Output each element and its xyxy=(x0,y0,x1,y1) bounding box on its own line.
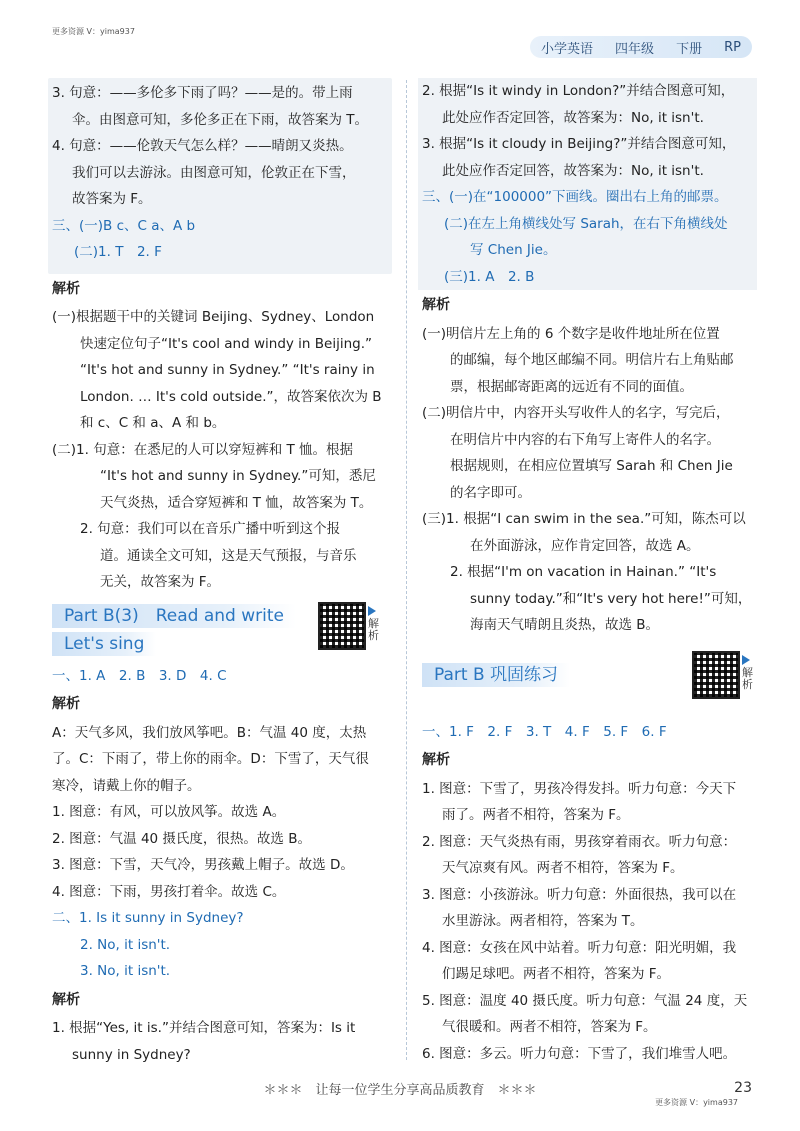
right-answer-box xyxy=(418,78,757,290)
text-line: “It's hot and sunny in Sydney.”可知，悉尼 xyxy=(100,468,376,484)
text-line: “It's hot and sunny in Sydney.” “It's rainy in xyxy=(80,362,375,378)
text-line: (二)明信片中，内容开头写收件人的名字，写完后， xyxy=(422,405,730,421)
header-edition: RP xyxy=(724,39,741,55)
answer-line: 一、1. F 2. F 3. T 4. F 5. F 6. F xyxy=(422,723,667,740)
text-line: 1. 根据“Yes, it is.”并结合图意可知，答案为：Is it xyxy=(52,1020,356,1036)
text-line: 雨了。两者不相符，答案为 F。 xyxy=(442,807,630,823)
answer-line: (二)1. T 2. F xyxy=(74,244,162,260)
text-line: 寒冷，请戴上你的帽子。 xyxy=(52,777,201,794)
text-line: 4. 句意：——伦敦天气怎么样？——晴朗又炎热。 xyxy=(52,138,353,154)
text-line: sunny today.”和“It's very hot here!”可知， xyxy=(470,590,752,607)
header-volume: 下册 xyxy=(676,41,703,57)
text-line: 的邮编，每个地区邮编不同。明信片右上角贴邮 xyxy=(450,352,734,368)
text-line: (三)1. 根据“I can swim in the sea.”可知，陈杰可以 xyxy=(422,511,746,527)
text-line: 了。C：下雨了，带上你的雨伞。D：下雪了，天气很 xyxy=(52,751,369,767)
text-line: A：天气多风，我们放风筝吧。B：气温 40 度，太热 xyxy=(52,724,367,741)
text-line: 3. 图意：下雪，天气冷，男孩戴上帽子。故选 D。 xyxy=(52,857,354,873)
text-line: 天气炎热，适合穿短裤和 T 恤，故答案为 T。 xyxy=(100,494,373,511)
text-line: 故答案为 F。 xyxy=(72,191,152,207)
text-line: London. … It's cold outside.”，故答案依次为 B xyxy=(80,388,382,405)
page-number: 23 xyxy=(734,1080,752,1096)
qr-label: 解析 xyxy=(742,665,753,691)
text-line: 3. 图意：小孩游泳。听力句意：外面很热，我可以在 xyxy=(422,886,737,903)
text-line: 伞。由图意可知，多伦多正在下雨，故答案为 T。 xyxy=(72,111,369,128)
text-line: (一)根据题干中的关键词 Beijing、Sydney、London xyxy=(52,309,375,325)
text-line: 6. 图意：多云。听力句意：下雪了，我们堆雪人吧。 xyxy=(422,1045,737,1062)
text-line: 道。通读全文可知，这是天气预报，与音乐 xyxy=(100,547,357,564)
text-line: 气很暖和。两者不相符，答案为 F。 xyxy=(442,1019,657,1035)
answer-line: 三、(一)在“100000”下画线。圈出右上角的邮票。 xyxy=(422,189,728,205)
text-line: 海南天气晴朗且炎热，故选 B。 xyxy=(470,617,660,633)
text-line: 3. 根据“Is it cloudy in Beijing?”并结合图意可知， xyxy=(422,136,736,152)
text-line: (一)明信片左上角的 6 个数字是收件地址所在位置 xyxy=(422,325,720,342)
text-line: 2. 根据“Is it windy in London?”并结合图意可知， xyxy=(422,83,735,99)
qr-code-icon[interactable] xyxy=(692,651,740,699)
text-line: 此处应作否定回答，故答案为：No, it isn't. xyxy=(442,109,704,126)
header-grade: 四年级 xyxy=(615,41,655,57)
answer-line: 写 Chen Jie。 xyxy=(470,242,557,258)
banner-title: Part B(3) Read and write xyxy=(52,604,296,628)
play-icon[interactable] xyxy=(368,606,376,616)
analysis-heading: 解析 xyxy=(52,696,80,712)
top-note: 更多资源 V：yima937 xyxy=(52,27,135,36)
text-line: (二)1. 句意：在悉尼的人可以穿短裤和 T 恤。根据 xyxy=(52,441,354,458)
text-line: 和 c、C 和 a、A 和 b。 xyxy=(80,415,226,431)
analysis-heading: 解析 xyxy=(422,752,450,768)
answer-line: 三、(一)B c、C a、A b xyxy=(52,217,196,234)
text-line: 4. 图意：女孩在风中站着。听力句意：阳光明媚，我 xyxy=(422,939,737,956)
qr-label: 解析 xyxy=(368,616,379,642)
text-line: 的名字即可。 xyxy=(450,484,531,501)
text-line: 此处应作否定回答，故答案为：No, it isn't. xyxy=(442,162,704,179)
right-column xyxy=(422,78,757,1067)
answer-line: 一、1. A 2. B 3. D 4. C xyxy=(52,667,227,684)
text-line: 在外面游泳，应作肯定回答，故选 A。 xyxy=(470,537,700,554)
column-divider xyxy=(406,80,407,1060)
section-banner-part-b-review xyxy=(422,653,757,715)
analysis-heading: 解析 xyxy=(422,297,450,313)
left-column xyxy=(52,78,392,1068)
answer-line: 二、1. Is it sunny in Sydney? xyxy=(52,910,244,926)
answer-line: (二)在左上角横线处写 Sarah，在右下角横线处 xyxy=(444,215,728,232)
left-answer-box xyxy=(48,78,392,274)
text-line: 根据规则，在相应位置填写 Sarah 和 Chen Jie xyxy=(450,458,733,474)
answer-line: 2. No, it isn't. xyxy=(80,936,171,953)
play-icon[interactable] xyxy=(742,655,750,665)
analysis-heading: 解析 xyxy=(52,991,80,1008)
text-line: 1. 图意：有风，可以放风筝。故选 A。 xyxy=(52,804,286,820)
text-line: 快速定位句子“It's cool and windy in Beijing.” xyxy=(80,335,373,352)
header-subject: 小学英语 xyxy=(541,41,594,57)
text-line: 1. 图意：下雪了，男孩冷得发抖。听力句意：今天下 xyxy=(422,780,737,797)
text-line: 4. 图意：下雨，男孩打着伞。故选 C。 xyxy=(52,883,286,900)
text-line: 在明信片中内容的右下角写上寄件人的名字。 xyxy=(450,431,720,448)
text-line: 2. 根据“I'm on vacation in Hainan.” “It's xyxy=(450,564,717,580)
text-line: 2. 图意：气温 40 摄氏度，很热。故选 B。 xyxy=(52,830,311,847)
answer-line: (三)1. A 2. B xyxy=(444,268,535,285)
section-banner-part-b3 xyxy=(52,602,392,659)
text-line: 无关，故答案为 F。 xyxy=(100,574,221,590)
banner-title: Part B 巩固练习 xyxy=(422,663,570,687)
text-line: 2. 句意：我们可以在音乐广播中听到这个报 xyxy=(80,521,341,537)
banner-subtitle: Let's sing xyxy=(52,632,156,656)
text-line: 水里游泳。两者相符，答案为 T。 xyxy=(442,913,644,929)
text-line: 我们可以去游泳。由图意可知，伦敦正在下雪， xyxy=(72,164,356,181)
bottom-note: 更多资源 V：yima937 xyxy=(655,1098,738,1107)
footer-slogan: ＊＊＊ 让每一位学生分享高品质教育 ＊＊＊ xyxy=(263,1083,537,1098)
text-line: 天气凉爽有风。两者不相符，答案为 F。 xyxy=(442,860,684,876)
text-line: 5. 图意：温度 40 摄氏度。听力句意：气温 24 度，天 xyxy=(422,992,748,1009)
text-line: 3. 句意：——多伦多下雨了吗？——是的。带上雨 xyxy=(52,85,353,101)
text-line: 票，根据邮寄距离的远近有不同的面值。 xyxy=(450,378,693,395)
answer-line: 3. No, it isn't. xyxy=(80,963,171,979)
text-line: 2. 图意：天气炎热有雨，男孩穿着雨衣。听力句意： xyxy=(422,833,737,850)
qr-code-icon[interactable] xyxy=(318,602,366,650)
header-band xyxy=(530,36,752,58)
text-line: 们踢足球吧。两者不相符，答案为 F。 xyxy=(442,966,671,982)
analysis-heading: 解析 xyxy=(52,280,80,297)
text-line: sunny in Sydney? xyxy=(72,1046,191,1063)
